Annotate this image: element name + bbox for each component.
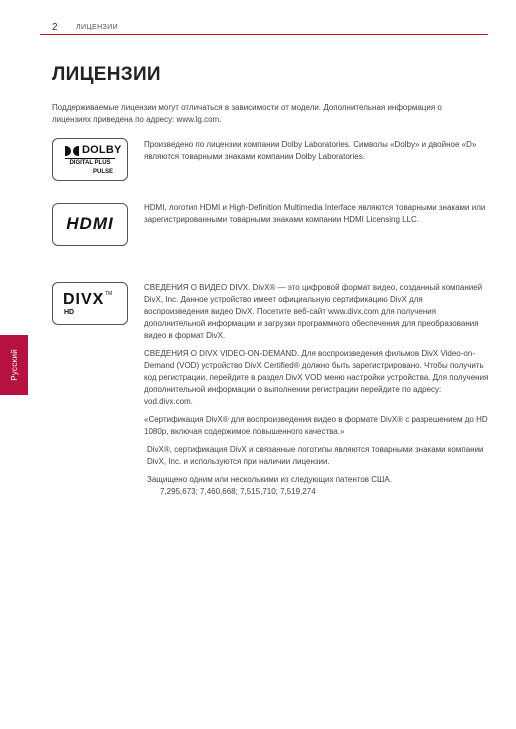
divx-logo-hd: HD — [64, 309, 75, 316]
language-tab-label: Русский — [9, 349, 19, 381]
header-divider — [40, 34, 488, 35]
hdmi-logo-brand: HDMI — [66, 214, 114, 233]
dolby-logo-brand: DOLBY — [82, 144, 122, 156]
page-title: ЛИЦЕНЗИИ — [52, 64, 161, 85]
hdmi-logo — [52, 203, 128, 246]
divx-logo-tm: TM — [105, 291, 113, 297]
divx-certification-paragraph: «Сертификация DivX® для воспроизведения видео в формате DivX® с разрешением до HD 1080p, включая содержимое повышенного качества.» — [144, 415, 488, 436]
intro-text: Поддерживаемые лицензии могут отличаться в зависимости от модели. Дополнительная информация о лицензиях приведена по адресу: www.lg.com. — [52, 103, 442, 124]
divx-patents-paragraph — [144, 474, 489, 498]
divx-vod-paragraph: СВЕДЕНИЯ О DIVX VIDEO-ON-DEMAND. Для воспроизведения фильмов DivX Video-on-Demand (VOD) устройство DivX Certified® должно быть зарегистрировано. Чтобы получить код регистрации, перейдите в раздел DivX VOD меню настройки устройства. Для получения дополнительной информации о выполнении регистрации перейдите по адресу: vod.divx.com. — [144, 349, 489, 406]
dolby-logo — [52, 138, 128, 181]
divx-video-paragraph: СВЕДЕНИЯ О ВИДЕО DIVX. DivX® — это цифровой формат видео, созданный компанией DivX, Inc. Данное устройство имеет официальную сертификацию DivX для воспроизведения видео DivX. Посетите веб-сайт www.divx.com для получения дополнительной информации и загрузки программного обеспечения для преобразования видео в формат DivX. — [144, 283, 483, 340]
divx-logo-brand: DIVX — [63, 291, 105, 308]
dolby-double-d-icon — [65, 146, 79, 156]
divx-license-text — [144, 282, 489, 504]
dolby-logo-rule — [65, 158, 115, 159]
divx-patent-numbers: 7,295,673; 7,460,668; 7,515,710; 7,519,274 — [160, 487, 316, 496]
divx-logo — [52, 282, 128, 325]
dolby-logo-line2: PULSE — [92, 169, 113, 175]
divx-trademark-paragraph: DivX®, сертификация DivX и связанные логотипы являются товарными знаками компании DivX, Inc. и используются при наличии лицензии. — [147, 445, 484, 466]
divx-patents-intro: Защищено одним или несколькими из следующих патентов США. — [147, 475, 392, 484]
language-tab — [0, 335, 28, 395]
page-number: 2 — [52, 22, 58, 33]
dolby-logo-line1: DIGITAL PLUS — [69, 160, 111, 166]
running-header: ЛИЦЕНЗИИ — [76, 24, 119, 31]
hdmi-license-text: HDMI, логотип HDMI и High-Definition Multimedia Interface являются товарными знаками или зарегистрированными товарными знаками компании HDMI Licensing LLC. — [144, 203, 486, 224]
dolby-license-text: Произведено по лицензии компании Dolby Laboratories. Символы «Dolby» и двойное «D» являются товарными знаками компании Dolby Laboratories. — [144, 140, 477, 161]
